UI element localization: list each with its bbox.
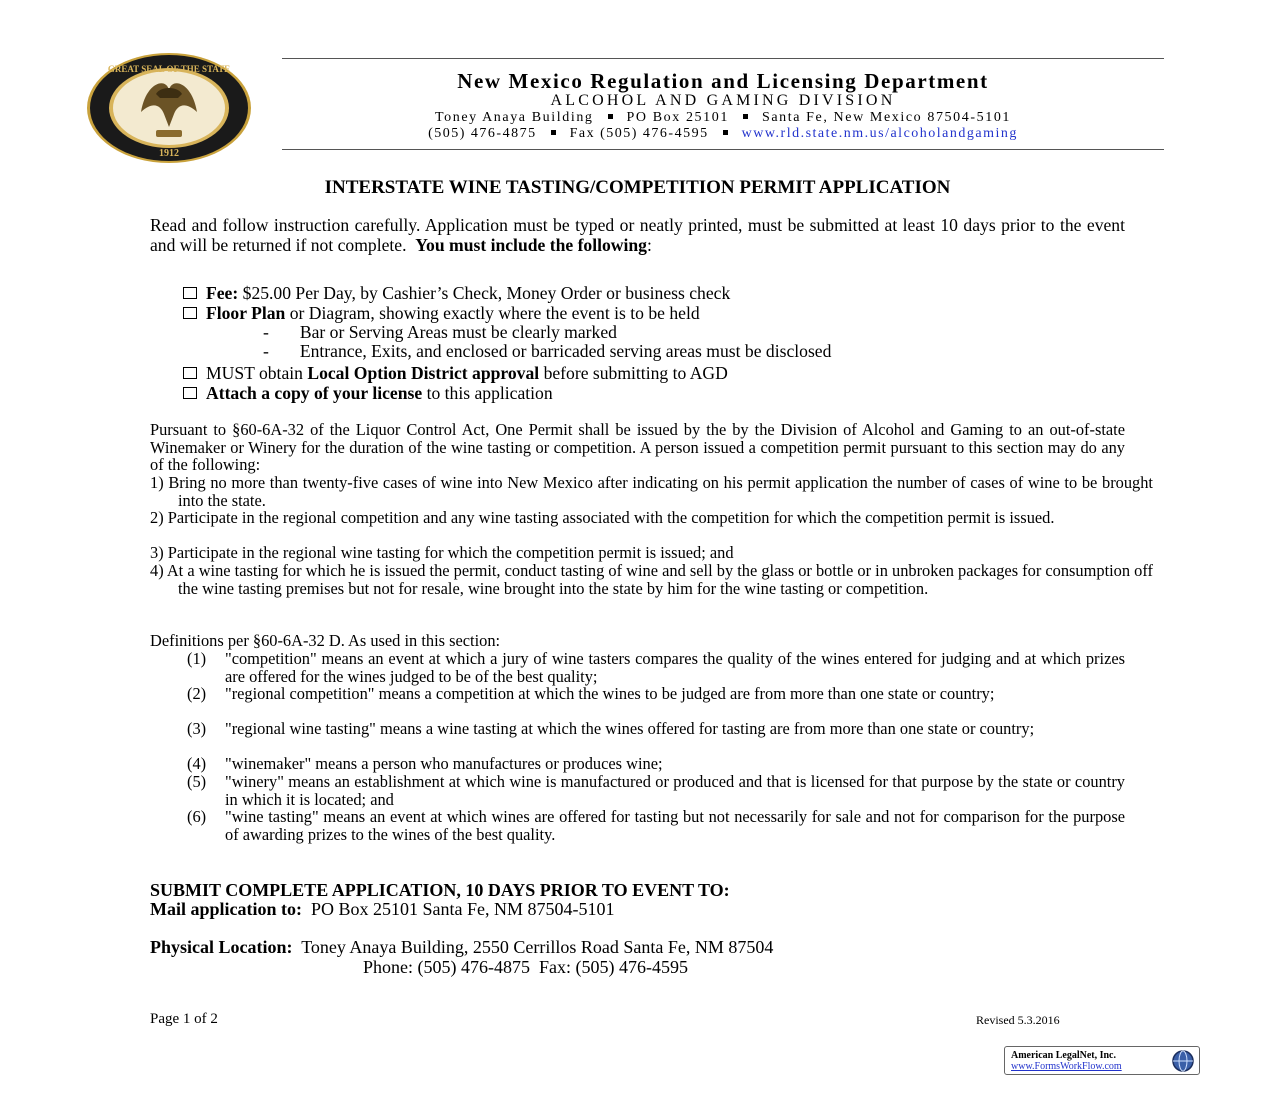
page-title: INTERSTATE WINE TASTING/COMPETITION PERMIT APPLICATION <box>324 177 951 198</box>
definitions-intro: Definitions per §60-6A-32 D. As used in this section: <box>150 631 501 650</box>
svg-text:GREAT SEAL OF THE STATE: GREAT SEAL OF THE STATE <box>107 64 231 74</box>
submit-heading: SUBMIT COMPLETE APPLICATION, 10 DAYS PRIOR TO EVENT TO: <box>150 880 730 900</box>
definition-1: (1) "competition" means an event at which a jury of wine tasters compares the quality of the wines entered for judging and at which prizes are offered for the wines judged to be of the best quality; <box>187 649 1125 686</box>
state-seal-logo <box>86 52 252 164</box>
badge-url-link[interactable]: www.FormsWorkFlow.com <box>1011 1061 1122 1072</box>
header-address: Toney Anaya Building PO Box 25101 Santa Fe, New Mexico 87504-5101 <box>434 110 1012 125</box>
globe-icon <box>1171 1049 1195 1073</box>
checklist-floor-plan: Floor Plan or Diagram, showing exactly where the event is to be held <box>183 304 700 324</box>
revision-date: Revised 5.3.2016 <box>976 1013 1060 1027</box>
definition-3: (3) "regional wine tasting" means a wine tasting at which the wines offered for tasting are from more than one state or country; <box>187 719 1035 738</box>
header-contact: (505) 476-4875 Fax (505) 476-4595 www.rld.state.nm.us/alcoholandgaming <box>428 126 1018 141</box>
definition-4: (4) "winemaker" means a person who manufactures or produces wine; <box>187 754 663 773</box>
website-link[interactable]: www.rld.state.nm.us/alcoholandgaming <box>741 126 1018 141</box>
submit-phone-fax: Phone: (505) 476-4875 Fax: (505) 476-4595 <box>363 957 688 977</box>
mail-address: Mail application to: PO Box 25101 Santa Fe, NM 87504-5101 <box>150 899 615 919</box>
floor-plan-sub-2: - Entrance, Exits, and enclosed or barricaded serving areas must be disclosed <box>263 341 832 361</box>
pursuant-item-2: 2) Participate in the regional competition and any wine tasting associated with the competition for which the competition permit is issued. <box>150 508 1055 527</box>
definition-5: (5) "winery" means an establishment at which wine is manufactured or produced and that is licensed for that purpose by the state or country in which it is located; and <box>187 772 1125 809</box>
legalnet-badge[interactable] <box>1004 1046 1200 1075</box>
svg-text:1912: 1912 <box>159 148 179 159</box>
attach-license-checkbox[interactable] <box>183 387 197 399</box>
intro-paragraph: Read and follow instruction carefully. Application must be typed or neatly printed, must be submitted at least 10 days prior to the event and will be returned if not complete. You must include the following: <box>150 215 1125 255</box>
checklist-attach-license: Attach a copy of your license to this application <box>183 384 553 404</box>
definition-6: (6) "wine tasting" means an event at which wines are offered for tasting but not necessarily for sale and not for comparison for the purpose of awarding prizes to the wines of the best quality. <box>187 807 1125 844</box>
checklist-fee: Fee: $25.00 Per Day, by Cashier’s Check, Money Order or business check <box>183 284 730 304</box>
department-name: New Mexico Regulation and Licensing Department <box>457 69 989 93</box>
pursuant-item-3: 3) Participate in the regional wine tasting for which the competition permit is issued; and <box>150 543 734 562</box>
division-name: ALCOHOL AND GAMING DIVISION <box>550 92 896 109</box>
local-option-checkbox[interactable] <box>183 367 197 379</box>
definition-2: (2) "regional competition" means a competition at which the wines to be judged are from more than one state or country; <box>187 684 995 703</box>
page-number: Page 1 of 2 <box>150 1011 218 1027</box>
badge-company-name: American LegalNet, Inc. <box>1011 1050 1116 1061</box>
header-top-rule <box>282 58 1164 59</box>
physical-location: Physical Location: Toney Anaya Building, 2550 Cerrillos Road Santa Fe, NM 87504 <box>150 937 774 957</box>
checklist-local-option: MUST obtain Local Option District approval before submitting to AGD <box>183 364 728 384</box>
pursuant-intro: Pursuant to §60-6A-32 of the Liquor Control Act, One Permit shall be issued by the by the Division of Alcohol and Gaming to an out-of-state Winemaker or Winery for the duration of the wine tasting or competition. A person issued a competition permit pursuant to this section may do any of the following: <box>150 420 1125 474</box>
pursuant-item-4: 4) At a wine tasting for which he is issued the permit, conduct tasting of wine and sell by the glass or bottle or in unbroken packages for consumption off the wine tasting premises but not for resale, wine brought into the state by him for the wine tasting or competition. <box>150 561 1153 598</box>
floor-plan-checkbox[interactable] <box>183 307 197 319</box>
pursuant-item-1: 1) Bring no more than twenty-five cases of wine into New Mexico after indicating on his permit application the number of cases of wine to be brought into the state. <box>150 473 1153 510</box>
floor-plan-sub-1: - Bar or Serving Areas must be clearly marked <box>263 322 617 342</box>
fee-checkbox[interactable] <box>183 287 197 299</box>
header-bottom-rule <box>282 149 1164 150</box>
